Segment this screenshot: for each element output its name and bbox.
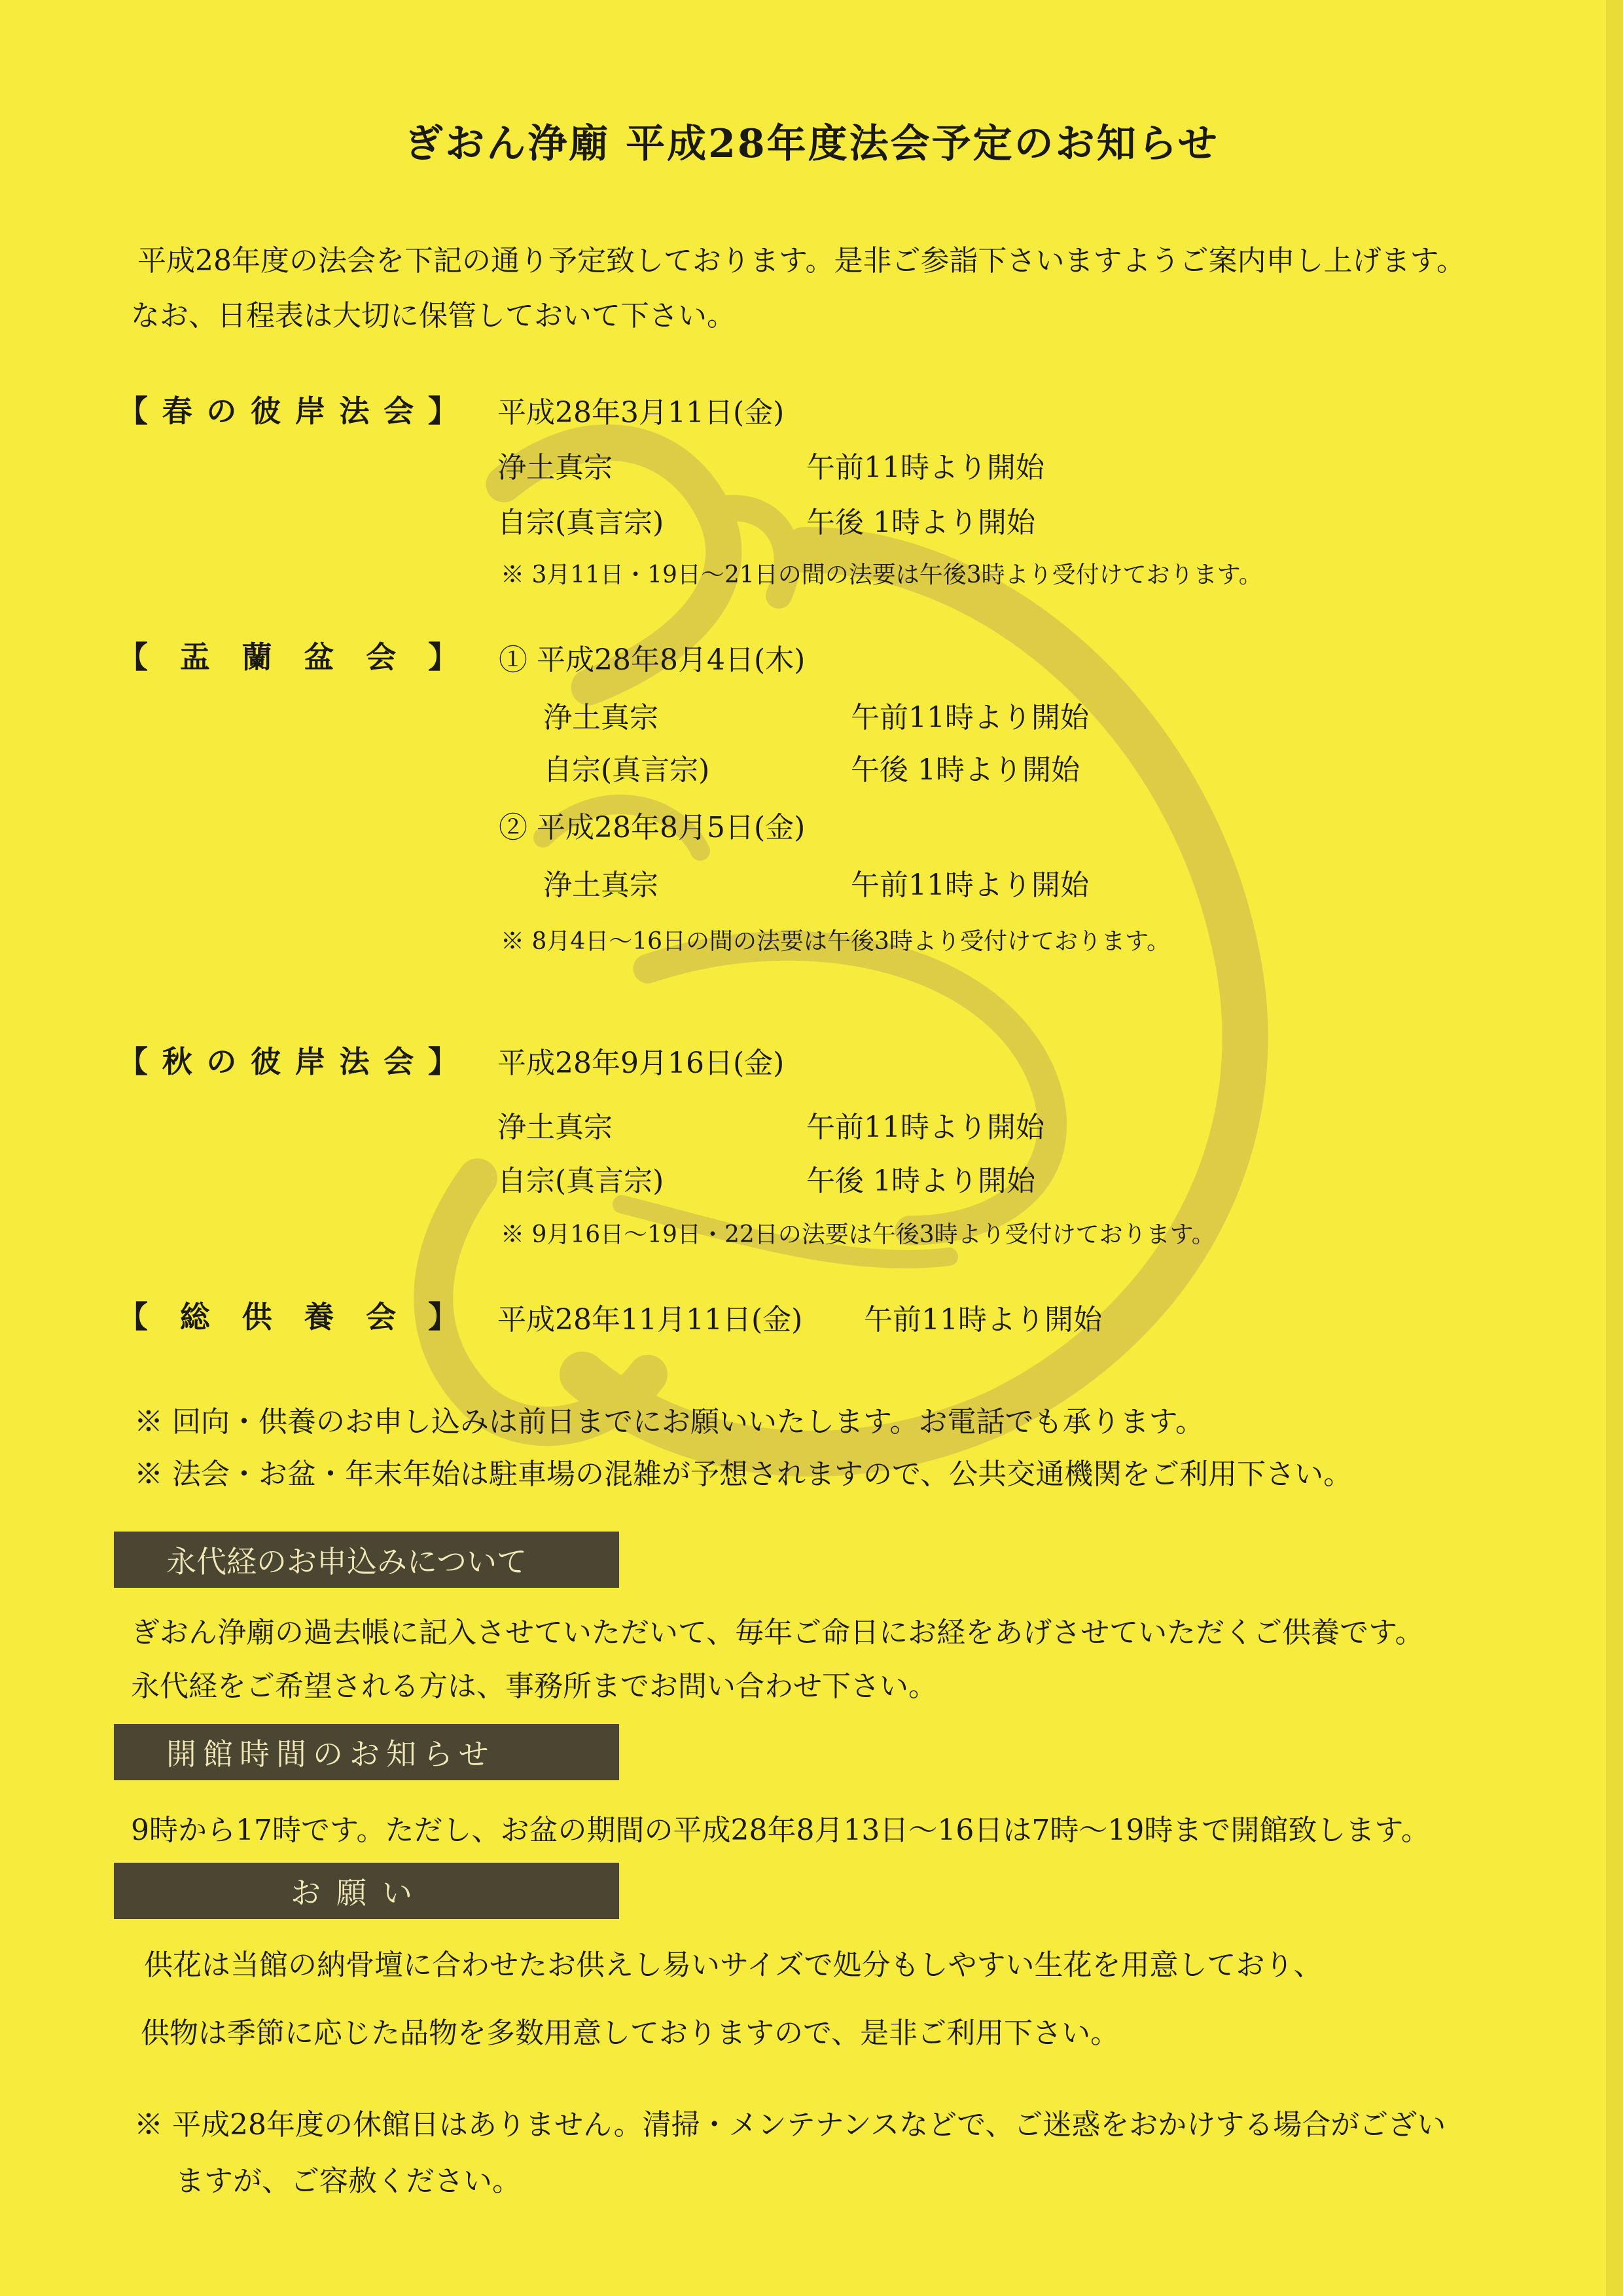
autumn-label-c5: 会 bbox=[383, 1044, 414, 1079]
autumn-label-c1: の bbox=[206, 1044, 237, 1079]
general-time: 午前11時より開始 bbox=[864, 1303, 1102, 1336]
spring-date: 平成28年3月11日(金) bbox=[497, 396, 785, 429]
spring-time-1: 午前11時より開始 bbox=[806, 451, 1044, 484]
obon-note: ※ 8月4日～16日の間の法要は午後3時より受付けております。 bbox=[501, 928, 1171, 955]
obon-time-1: 午前11時より開始 bbox=[851, 701, 1089, 734]
bracket-close: 】 bbox=[427, 1299, 458, 1335]
spring-service-label bbox=[118, 387, 471, 431]
obon-time-3: 午前11時より開始 bbox=[851, 869, 1089, 902]
intro-line-2: なお、日程表は大切に保管しておいて下さい。 bbox=[131, 299, 736, 332]
autumn-sect-2: 自宗(真言宗) bbox=[497, 1164, 664, 1198]
spring-label-c1: の bbox=[206, 393, 237, 429]
obon-sect-1: 浄土真宗 bbox=[543, 701, 658, 734]
page-edge-shadow bbox=[1606, 0, 1623, 2296]
page-title: ぎおん浄廟 平成28年度法会予定のお知らせ bbox=[404, 121, 1219, 167]
general-label-c1: 供 bbox=[241, 1299, 272, 1335]
general-date: 平成28年11月11日(金) bbox=[497, 1303, 803, 1336]
closing-line-2: ますが、ご容赦ください。 bbox=[175, 2164, 521, 2198]
hours-heading: 開館時間のお知らせ bbox=[114, 1724, 619, 1780]
autumn-sect-1: 浄土真宗 bbox=[497, 1111, 613, 1144]
spring-sect-2: 自宗(真言宗) bbox=[497, 506, 664, 539]
spring-label-c4: 法 bbox=[339, 393, 370, 429]
spring-label-c3: 岸 bbox=[294, 393, 325, 429]
request-heading: お願い bbox=[114, 1863, 619, 1919]
general-label-c2: 養 bbox=[304, 1299, 334, 1335]
hours-line: 9時から17時です。ただし、お盆の期間の平成28年8月13日～16日は7時～19時まで開館致します。 bbox=[131, 1814, 1430, 1847]
bracket-open: 【 bbox=[118, 393, 148, 429]
intro-line-1: 平成28年度の法会を下記の通り予定致しております。是非ご参詣下さいますようご案内申し上げます。 bbox=[137, 244, 1465, 278]
note-memorial-request: ※ 回向・供養のお申し込みは前日までにお願いいたします。お電話でも承ります。 bbox=[134, 1405, 1204, 1439]
request-line-2: 供物は季節に応じた品物を多数用意しておりますので、是非ご利用下さい。 bbox=[141, 2017, 1120, 2050]
spring-note: ※ 3月11日・19日～21日の間の法要は午後3時より受付けております。 bbox=[501, 562, 1262, 588]
obon-sect-3: 浄土真宗 bbox=[543, 869, 658, 902]
bracket-open: 【 bbox=[118, 1299, 148, 1335]
closing-line-1: ※ 平成28年度の休館日はありません。清掃・メンテナンスなどで、ご迷惑をおかけする場合がござい bbox=[134, 2108, 1446, 2142]
general-service-label bbox=[118, 1293, 471, 1336]
note-parking: ※ 法会・お盆・年末年始は駐車場の混雑が予想されますので、公共交通機関をご利用下さい。 bbox=[134, 1458, 1353, 1491]
obon-date-1: ① 平成28年8月4日(木) bbox=[499, 643, 806, 677]
obon-label-c3: 会 bbox=[366, 639, 397, 675]
obon-label-c1: 蘭 bbox=[241, 639, 272, 675]
eidaikyo-heading: 永代経のお申込みについて bbox=[114, 1532, 619, 1588]
spring-label-c5: 会 bbox=[383, 393, 414, 429]
obon-time-2: 午後 1時より開始 bbox=[851, 753, 1080, 787]
spring-label-c0: 春 bbox=[162, 393, 192, 429]
obon-service-label bbox=[118, 634, 471, 677]
general-label-c0: 総 bbox=[179, 1299, 210, 1335]
autumn-date: 平成28年9月16日(金) bbox=[497, 1047, 785, 1080]
spring-sect-1: 浄土真宗 bbox=[497, 451, 613, 484]
bracket-open: 【 bbox=[118, 639, 148, 675]
spring-label-c2: 彼 bbox=[251, 393, 281, 429]
request-line-1: 供花は当館の納骨壇に合わせたお供えし易いサイズで処分もしやすい生花を用意しており、 bbox=[144, 1948, 1323, 1982]
obon-date-2: ② 平成28年8月5日(金) bbox=[499, 811, 806, 844]
spring-time-2: 午後 1時より開始 bbox=[806, 506, 1035, 539]
bracket-close: 】 bbox=[427, 1044, 458, 1079]
autumn-label-c3: 岸 bbox=[294, 1044, 325, 1079]
autumn-note: ※ 9月16日～19日・22日の法要は午後3時より受付けております。 bbox=[501, 1221, 1215, 1248]
eidaikyo-line-1: ぎおん浄廟の過去帳に記入させていただいて、毎年ご命日にお経をあげさせていただくご供養です。 bbox=[131, 1616, 1424, 1649]
bracket-close: 】 bbox=[427, 639, 458, 675]
autumn-service-label bbox=[118, 1038, 471, 1081]
autumn-label-c2: 彼 bbox=[251, 1044, 281, 1079]
autumn-label-c4: 法 bbox=[339, 1044, 370, 1079]
bracket-close: 】 bbox=[427, 393, 458, 429]
autumn-label-c0: 秋 bbox=[162, 1044, 192, 1079]
eidaikyo-line-2: 永代経をご希望される方は、事務所までお問い合わせ下さい。 bbox=[131, 1670, 937, 1703]
autumn-time-1: 午前11時より開始 bbox=[806, 1111, 1044, 1144]
bracket-open: 【 bbox=[118, 1044, 148, 1079]
obon-sect-2: 自宗(真言宗) bbox=[543, 753, 710, 787]
obon-label-c2: 盆 bbox=[304, 639, 334, 675]
autumn-time-2: 午後 1時より開始 bbox=[806, 1164, 1035, 1198]
general-label-c3: 会 bbox=[366, 1299, 397, 1335]
obon-label-c0: 盂 bbox=[179, 639, 210, 675]
